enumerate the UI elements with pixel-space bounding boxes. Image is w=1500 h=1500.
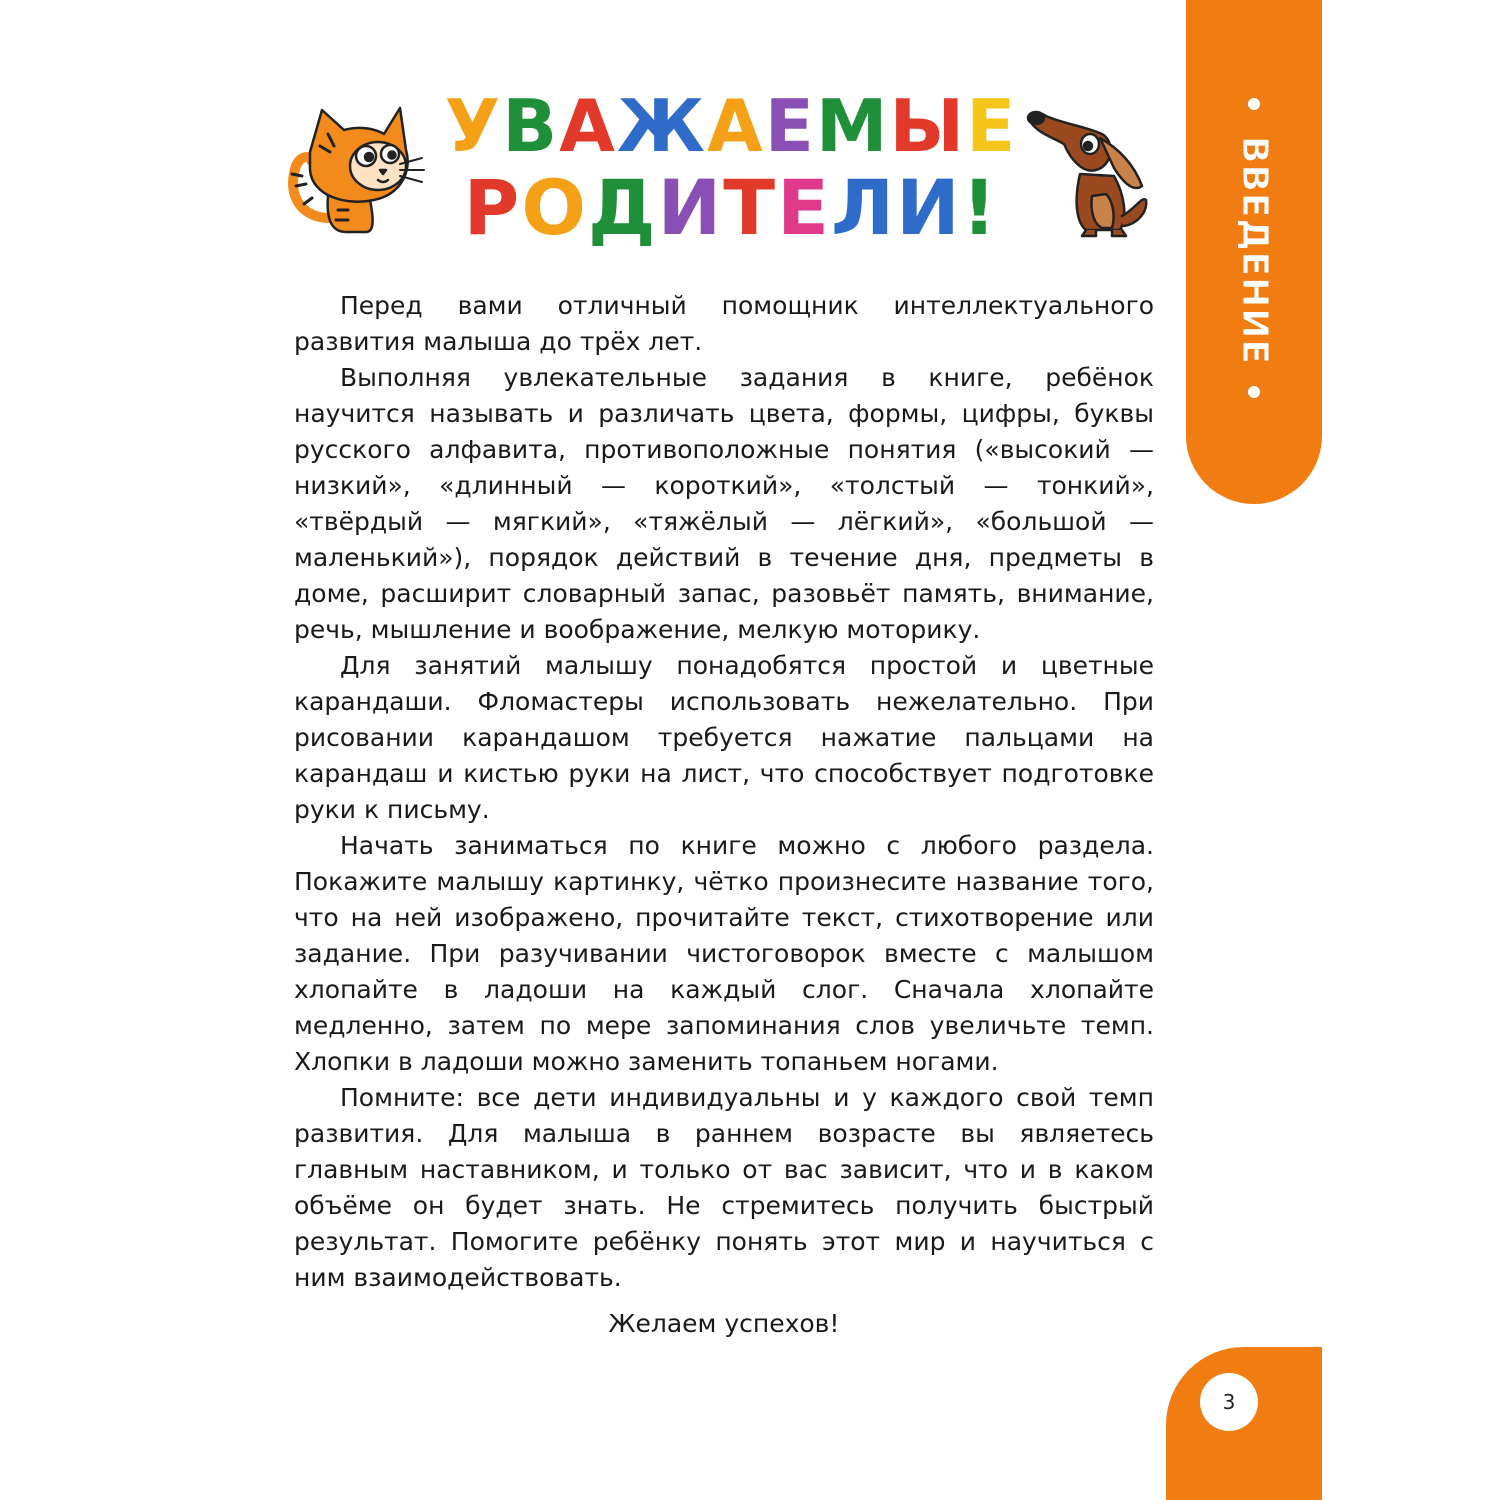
heading-line-2-letter: Д bbox=[587, 163, 656, 252]
heading-line-2-letter: ! bbox=[961, 163, 997, 252]
paragraph: Начать заниматься по книге можно с любого раздела. Покажите малышу картинку, чётко произнесите название того, что на ней изображено, прочитайте текст, стихотворение или задание. При разучивании чистоговорок вместе с малышом хлопайте в ладоши на каждый слог. Сначала хлопайте медленно, затем по мере запоминания слов увеличьте темп. Хлопки в ладоши можно заменить топаньем ногами. bbox=[294, 831, 1154, 1076]
paragraph: Для занятий малышу понадобятся простой и цветные карандаши. Фломастеры использовать нежелательно. При рисовании карандашом требуется нажатие пальцами на карандаш и кистью руки на лист, что способствует подготовке руки к письму. bbox=[294, 651, 1154, 824]
heading-line-2-letter: И bbox=[657, 163, 722, 252]
cat-illustration bbox=[282, 100, 428, 240]
section-label-text: ВВЕДЕНИЕ bbox=[1233, 135, 1275, 365]
section-tab bbox=[1186, 0, 1322, 504]
page-number-tab bbox=[1166, 1347, 1322, 1500]
heading-line-2-letter: И bbox=[896, 163, 960, 252]
tab-dot-top bbox=[1248, 98, 1260, 110]
tab-dot-bottom bbox=[1248, 386, 1260, 398]
heading-line-2-letter: Е bbox=[777, 163, 829, 252]
heading-line-2-letter: О bbox=[521, 163, 586, 252]
heading-line-2-letter: Р bbox=[463, 163, 520, 252]
heading-line-2-letter: Л bbox=[830, 163, 895, 252]
dog-illustration bbox=[1024, 104, 1154, 238]
paragraph: Перед вами отличный помощник интеллектуального развития малыша до трёх лет. bbox=[294, 291, 1154, 356]
heading-line-2-letter: Т bbox=[723, 163, 776, 252]
heading-line-2 bbox=[430, 163, 1030, 252]
paragraph: Помните: все дети индивидуальны и у каждого свой темп развития. Для малыша в раннем возрасте вы являетесь главным наставником, и только от вас зависит, что и в каком объёме он будет знать. Не стремитесь получить быстрый результат. Помогите ребёнку понять этот мир и научиться с ним взаимодействовать. bbox=[294, 1083, 1154, 1292]
paragraph: Выполняя увлекательные задания в книге, ребёнок научится называть и различать цвета, формы, цифры, буквы русского алфавита, противоположные понятия («высокий — низкий», «длинный — короткий», «толстый — тонкий», «твёрдый — мягкий», «тяжёлый — лёгкий», «большой — маленький»), порядок действий в течение дня, предметы в доме, расширит словарный запас, разовьёт память, внимание, речь, мышление и воображение, мелкую моторику. bbox=[294, 363, 1154, 644]
heading-line-1-letter: В bbox=[502, 84, 558, 168]
page-heading bbox=[430, 80, 1030, 252]
heading-line-1-letter: А bbox=[706, 84, 763, 168]
heading-line-1 bbox=[430, 84, 1030, 168]
heading-line-1-letter: Е bbox=[966, 84, 1016, 168]
heading-line-1-letter: Е bbox=[764, 84, 814, 168]
page-number: 3 bbox=[1200, 1373, 1258, 1431]
heading-line-1-letter: У bbox=[444, 84, 501, 168]
heading-line-1-letter: А bbox=[559, 84, 615, 168]
heading-line-1-letter: М bbox=[815, 84, 888, 168]
section-label bbox=[1232, 135, 1276, 365]
heading-line-1-letter: Ы bbox=[889, 84, 965, 168]
body-text bbox=[294, 288, 1154, 1296]
closing-text: Желаем успехов! bbox=[608, 1309, 840, 1338]
heading-line-1-letter: Ж bbox=[616, 84, 705, 168]
